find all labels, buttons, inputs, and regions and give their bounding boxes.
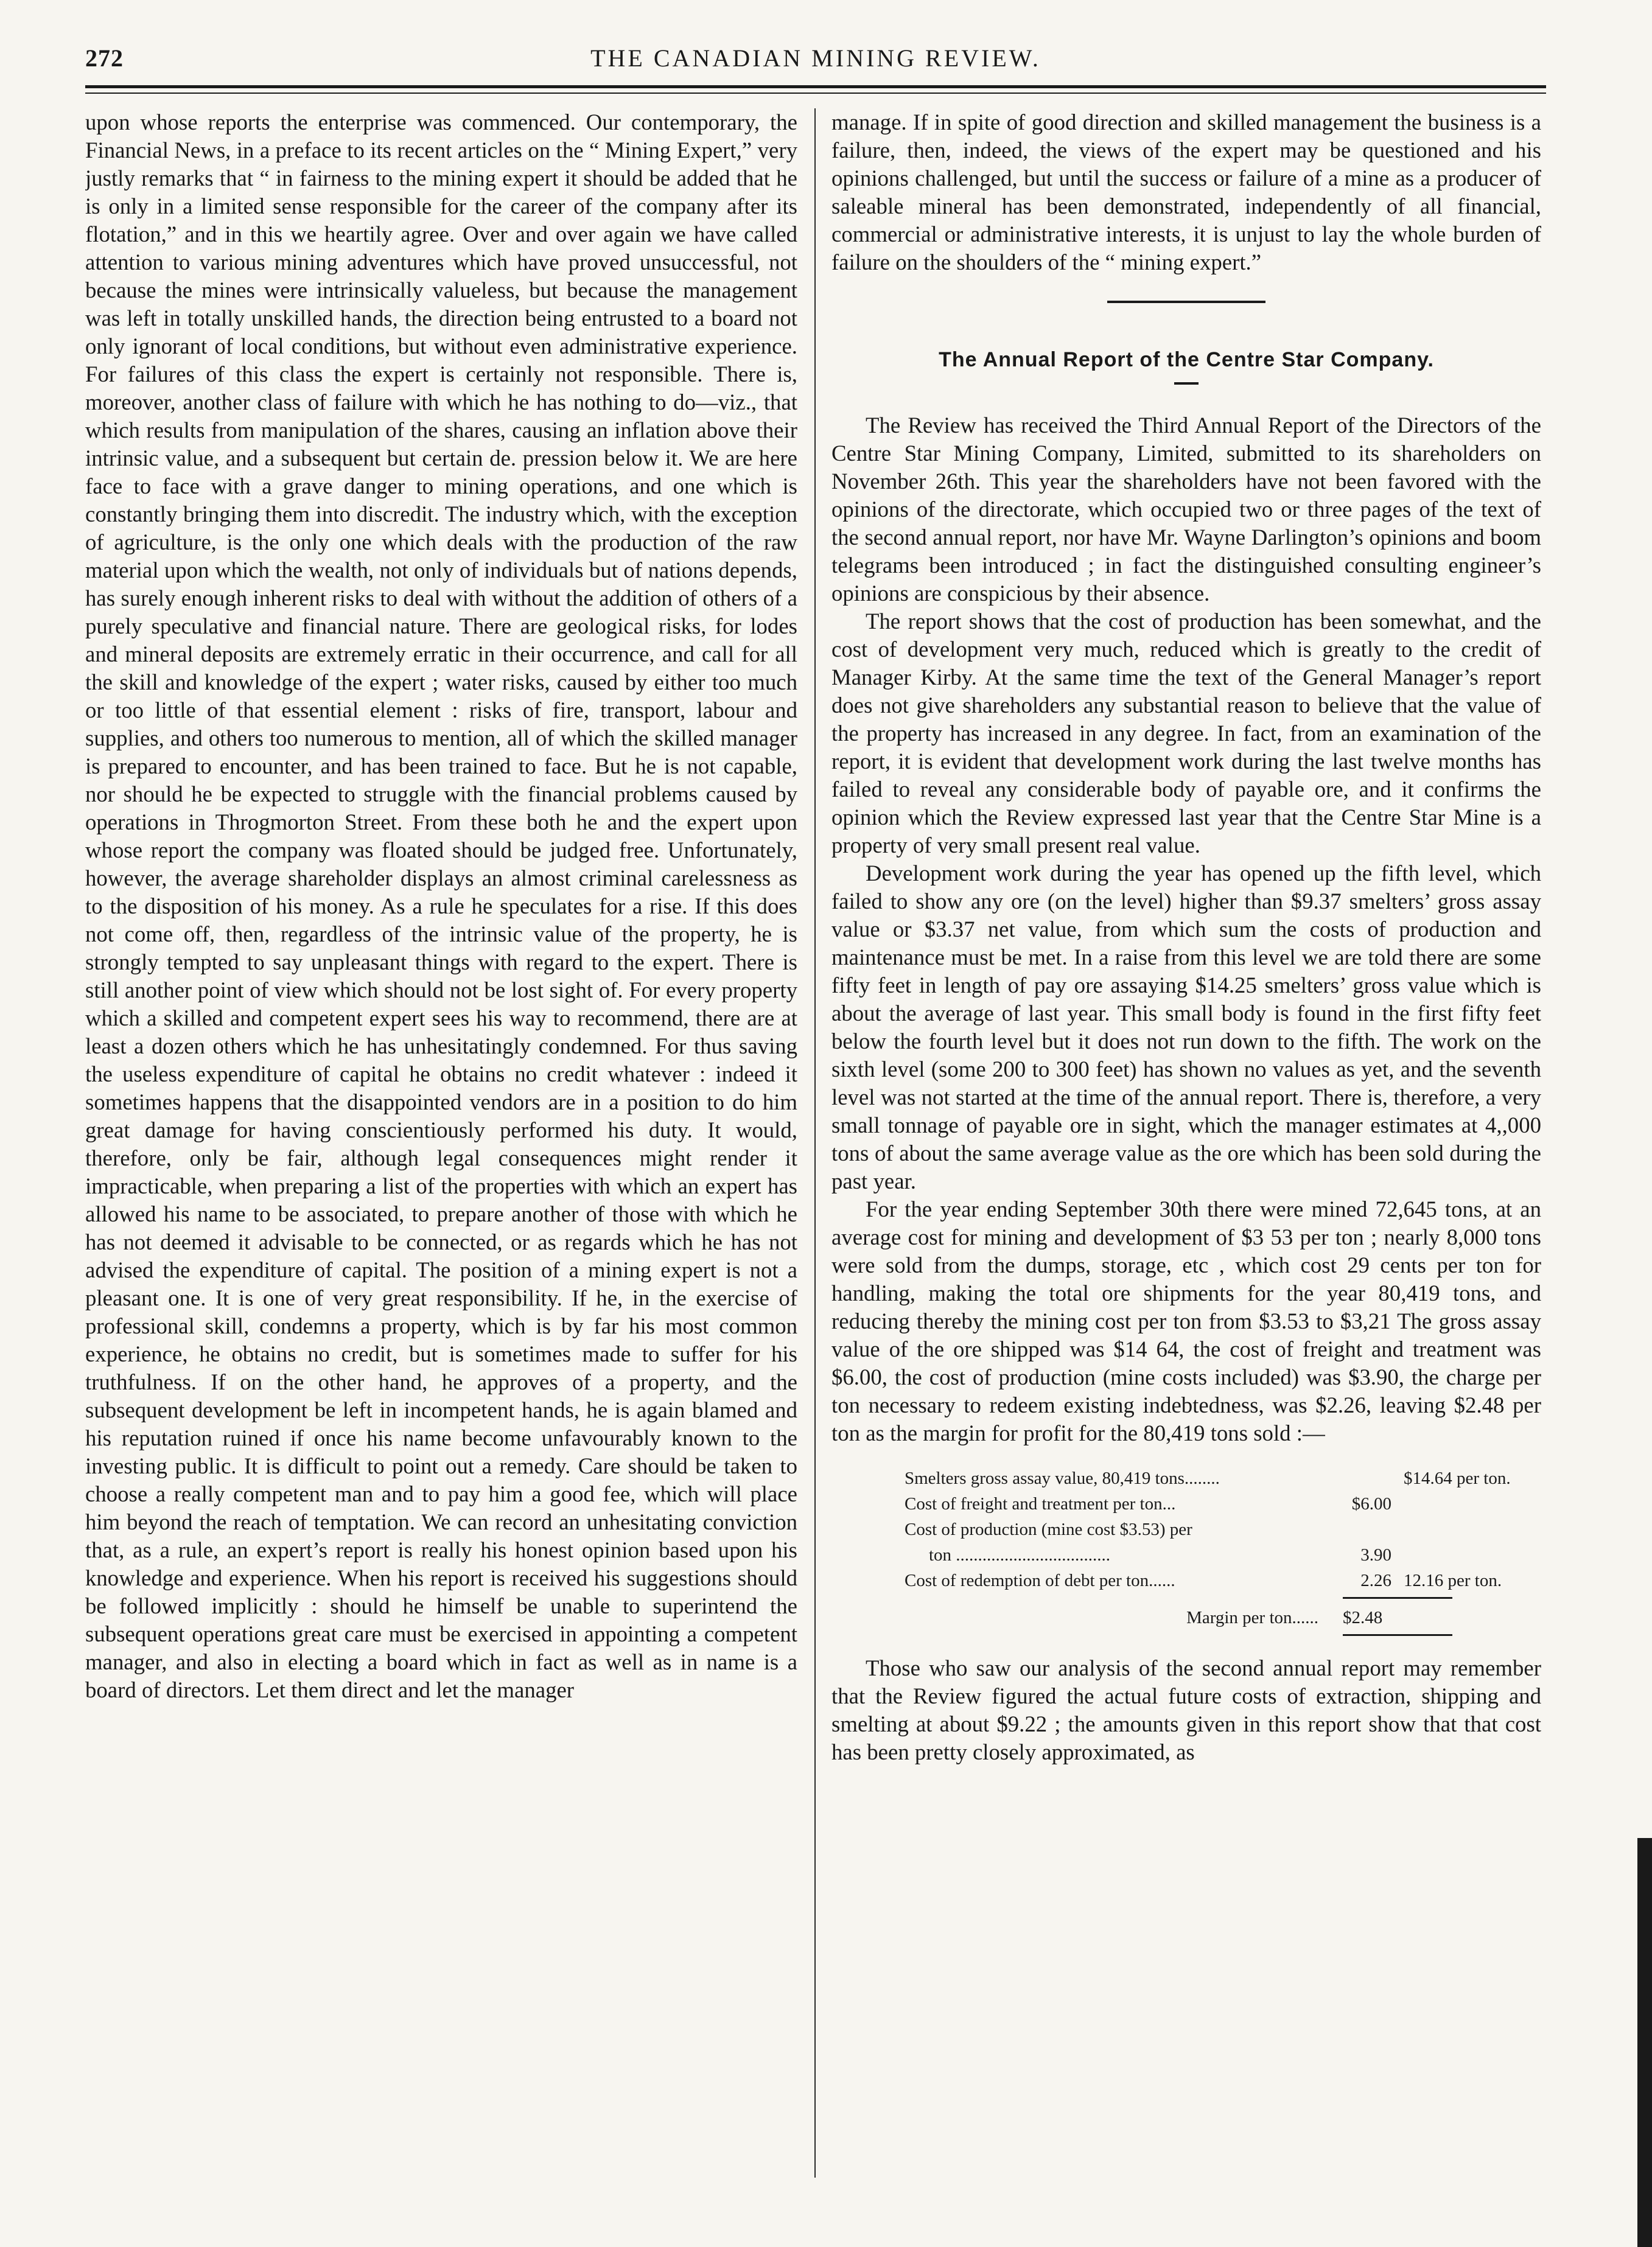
statement-rule (1343, 1634, 1452, 1636)
page-header (85, 44, 1546, 80)
statement-margin-row (905, 1605, 1513, 1630)
statement-amount: $6.00 (1351, 1494, 1391, 1514)
section-divider (1107, 301, 1265, 303)
statement-row (905, 1491, 1513, 1517)
statement-label: ton ................................... (929, 1545, 1111, 1565)
statement-label: Cost of production (mine cost $3.53) per (905, 1520, 1192, 1539)
statement-label: Cost of redemption of debt per ton...... (905, 1571, 1175, 1590)
article-paragraph: The Review has received the Third Annual Report of the Directors of the Centre Star Mining Company, Limited, submitted to its shareholders on November 26th. This year the shareholders have not been favored with the opinions of the directorate, which occupied two or three pages of the text of the second annual report, nor have Mr. Wayne Darlington’s opinions and boom telegrams been introduced ; in fact the distinguished consulting engineer’s opinions are conspicious by their absence. (831, 413, 1541, 606)
statement-total: 12.16 per ton. (1404, 1571, 1502, 1590)
left-column (85, 108, 797, 2190)
article-title: The Annual Report of the Centre Star Company. (939, 348, 1434, 371)
binding-edge (1637, 1838, 1652, 2247)
statement-amount: 2.26 (1360, 1571, 1391, 1590)
statement-row (905, 1542, 1513, 1568)
cost-statement (905, 1466, 1513, 1636)
statement-row (905, 1568, 1513, 1593)
statement-row (905, 1466, 1513, 1491)
right-column (831, 108, 1541, 2190)
margin-label: Margin per ton...... (1186, 1608, 1318, 1627)
statement-label: Cost of freight and treatment per ton... (905, 1494, 1176, 1514)
statement-amount: 3.90 (1360, 1545, 1391, 1565)
header-rule-thin (85, 93, 1546, 94)
article-paragraph: The report shows that the cost of production has been somewhat, and the cost of development very much, reduced which is greatly to the credit of Manager Kirby. At the same time the text of the General Manager’s report does not give shareholders any substantial reason to believe that the value of the property has increased in any degree. In fact, from an examination of the report, it is evident that development work during the last twelve months has failed to reveal any considerable body of payable ore, and it confirms the opinion which the Review expressed last year that the Centre Star Mine is a property of very small present real value. (831, 609, 1541, 858)
column-divider (814, 108, 816, 2178)
article-paragraph: For the year ending September 30th there were mined 72,645 tons, at an average cost for mining and development of $3 53 per ton ; nearly 8,000 tons were sold from the dumps, storage, etc , which cost 29 cents per ton for handling, making the total ore shipments for the year 80,419 tons, and reducing thereby the mining cost per ton from $3.53 to $3,21 The gross assay value of the ore shipped was $14 64, the cost of freight and treatment was $6.00, the cost of production (mine costs included) was $3.90, the charge per ton necessary to redeem existing indebtedness, was $2.26, leaving $2.48 per ton as the margin for profit for the 80,419 tons sold :— (831, 1197, 1541, 1445)
article-paragraph: Development work during the year has opened up the fifth level, which failed to show any ore (on the level) higher than $9.37 smelters’ gross assay value or $3.37 net value, from which sum the costs of production and maintenance must be met. In a raise from this level we are told there are some fifty feet in length of pay ore assaying $14.25 smelters’ gross value which is about the average of last year. This small body is found in the first fifty feet below the fourth level but it does not run down to the fifth. The work on the sixth level (some 200 to 300 feet) has shown no values as yet, and the seventh level was not started at the time of the annual report. There is, therefore, a very small tonnage of payable ore in sight, which the manager estimates at 4,,000 tons of about the same average value as the ore which has been sold during the past year. (831, 861, 1541, 1193)
journal-title: THE CANADIAN MINING REVIEW. (590, 44, 1041, 72)
closing-paragraph: Those who saw our analysis of the second annual report may remember that the Review figured the actual future costs of extraction, shipping and smelting at about $9.22 ; the amounts given in this report show that that cost has been pretty closely approximated, as (831, 1655, 1541, 1764)
statement-row (905, 1517, 1513, 1542)
statement-total: $14.64 per ton. (1404, 1469, 1511, 1488)
margin-value: $2.48 (1343, 1608, 1383, 1627)
header-rule (85, 85, 1546, 88)
statement-rule (1343, 1597, 1452, 1599)
left-paragraph: upon whose reports the enterprise was commenced. Our contemporary, the Financial News, in a preface to its recent articles on the “ Mining Expert,” very justly remarks that “ in fairness to the mining expert it should be added that he is only in a limited sense responsible for the career of the company after its flotation,” and in this we heartily agree. Over and over again we have called attention to various mining adventures which have proved unsuccessful, not because the mines were intrinsically valueless, but because the management was left in totally unskilled hands, the direction being entrusted to a board not only ignorant of local conditions, but without even administrative experience. For failures of this class the expert is certainly not responsible. There is, moreover, another class of failure with which he has nothing to do—viz., that which results from manipulation of the shares, causing an inflation above their intrinsic value, and a subsequent but certain de. pression below it. We are here face to face with a grave danger to mining operations, and one which is constantly bringing them into discredit. The industry which, with the exception of agriculture, is the only one which deals with the production of the raw material upon which the wealth, not only of individuals but of nations depends, has surely enough inherent risks to deal with without the addition of others of a purely speculative and financial nature. There are geological risks, for lodes and mineral deposits are extremely erratic in their occurrence, and call for all the skill and knowledge of the expert ; water risks, caused by either too much or too little of that essential element : risks of fire, transport, labour and supplies, and others too numerous to mention, all of which the skilled manager is prepared to encounter, and has been trained to face. But he is not capable, nor should he be expected to struggle with the financial problems caused by operations in Throgmorton Street. From these both he and the expert upon whose report the company was floated should be judged free. Unfortunately, however, the average shareholder displays an almost criminal carelessness as to the disposition of his money. As a rule he speculates for a rise. If this does not come off, then, regardless of the intrinsic value of the property, he is strongly tempted to say unpleasant things with regard to the expert. There is still another point of view which should not be lost sight of. For every property which a skilled and competent expert sees his way to recommend, there are at least a dozen others which he has unhesitatingly condemned. For thus saving the useless expenditure of capital he obtains no credit whatever : indeed it sometimes happens that the disappointed vendors are in a position to do him great damage for having conscientiously performed his duty. It would, therefore, only be fair, although legal consequences might render it impracticable, when preparing a list of the properties with which an expert has allowed his name to be associated, to prepare another of those with which he has not deemed it advisable to be connected, or as regards which he has not advised the expenditure of capital. The position of a mining expert is not a pleasant one. It is one of very great responsibility. If he, in the exercise of professional skill, condemns a property, which is by far his most common experience, he obtains no credit, but is sometimes made to suffer for his truthfulness. If on the other hand, he approves of a property, and the subsequent development be left in incompetent hands, he is again blamed and his reputation ruined if once his name become unfavourably known to the investing public. It is difficult to point out a remedy. Care should be taken to choose a really competent man and to pay him a good fee, which will place him beyond the reach of temptation. We can record an unhesitating conviction that, as a rule, an expert’s report is really his honest opinion based upon his knowledge and experience. When his report is received his suggestions should be followed implicitly : should he himself be unable to superintend the subsequent operations great care must be exercised in appointing a competent manager, and also in electing a board which in fact as well as in name is a board of directors. Let them direct and let the manager (85, 110, 797, 1702)
continuation-paragraph: manage. If in spite of good direction and skilled management the business is a failure, then, indeed, the views of the expert may be questioned and his opinions challenged, but until the success or failure of a mine as a producer of saleable mineral has been demonstrated, independently of all financial, commercial or administrative interests, it is unjust to lay the whole burden of failure on the shoulders of the “ mining expert.” (831, 110, 1541, 274)
title-rule (1174, 382, 1199, 385)
page-number: 272 (85, 44, 124, 72)
statement-label: Smelters gross assay value, 80,419 tons........ (905, 1469, 1220, 1488)
